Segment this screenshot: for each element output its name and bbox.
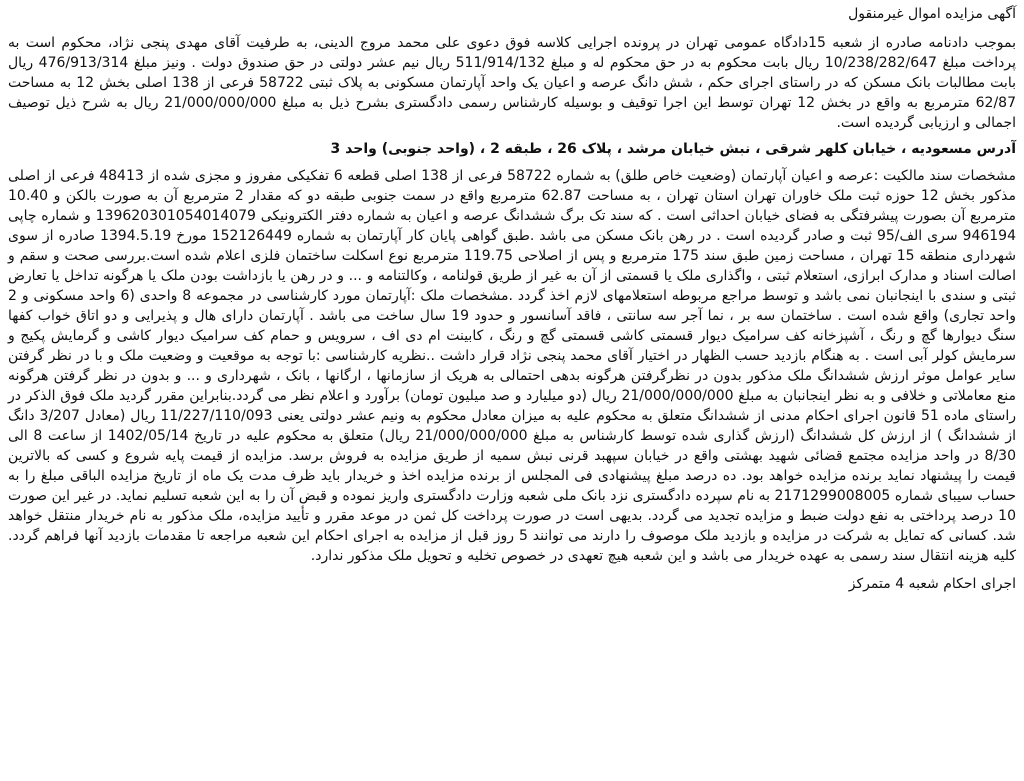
property-address: آدرس مسعودیه ، خیابان کلهر شرقی ، نبش خیابان مرشد ، پلاک 26 ، طبقه 2 ، (واحد جنوبی) واحد 3 — [330, 141, 1016, 157]
notice-title: آگهی مزایده اموال غیرمنقول — [848, 6, 1016, 22]
issuing-office: اجرای احکام شعبه 4 متمرکز — [848, 576, 1016, 592]
property-description-paragraph: مشخصات سند مالکیت :عرصه و اعیان آپارتمان (وضعیت خاص طلق) به شماره 58722 فرعی از 138 اصلی قطعه 6 تفکیکی مفروز و مجزی شده از 48413 فرعی از اصلی مذکور بخش 12 حوزه ثبت ملک خاوران تهران استان تهران ، به مساحت 62.87 مترمربع واقع در سمت جنوبی طبقه دو که مقدار 2 مترمربع آن به صورت بالکن و 10.40 مترمربع آن بصورت پیشرفتگی به فضای خیابان احداثی است . که سند تک برگ ششدانگ عرصه و اعیان به شماره دفتر الکترونیکی 139620301054014079 و شماره چاپی 946194 سری الف/95 ثبت و صادر گردیده است . در رهن بانک مسکن می باشد .طبق گواهی پایان کار آپارتمان به شماره 152126449 مورخ 1394.5.19 صادره از سوی شهرداری منطقه 15 تهران ، مساحت زمین طبق سند 175 مترمربع و پس از اصلاحی 119.75 مترمربع نوع اسکلت ساختمان فلزی اعلام شده است.بررسی صحت و سقم و اصالت اسناد و مدارک ابرازی، استعلام ثبتی ، واگذاری ملک یا قسمتی از آن به غیر از طریق قولنامه ، وکالتنامه و ... و در رهن یا بازداشت بودن ملک یا هرگونه تداخل یا تعارض ثبتی و سندی با اینجانبان نمی باشد و توسط مراجع مربوطه استعلامهای لازم اخذ گردد .مشخصات ملک :آپارتمان مورد کارشناسی در مجموعه 8 واحدی (6 واحد مسکونی و 2 واحد تجاری) واقع شده است . ساختمان سه بر ، نما آجر سه سانتی ، فاقد آسانسور و حدود 19 سال ساخت می باشد . آپارتمان دارای هال و پذیرایی و دو اتاق خواب کفها سنگ دیوارها گچ و رنگ ، آشپزخانه کف سرامیک دیوار قسمتی کاشی قسمتی گچ و رنگ ، کابینت ام دی اف ، سرویس و حمام کف سرامیک دیوار کاشی و گرمایش پکیج و سرمایش کولر آبی است . به هنگام بازدید حسب الظهار در اختیار آقای محمد پنجی نژاد قرار داشت ..نظریه کارشناسی :با توجه به موقعیت و وضعیت ملک و با در نظر گرفتن سایر عوامل موثر ارزش ششدانگ ملک مذکور بدون در نظرگرفتن هرگونه بدهی احتمالی به هریک از سازمانها ، ارگانها ، بانک ، شهرداری و ... و بدون در نظر گرفتن هرگونه منع معاملاتی و خلافی و به نظر اینجانبان به مبلغ 21/000/000/000 ریال (دو میلیارد و صد میلیون تومان) برآورد و اعلام نظر می گردد.بنابراین مقرر گردید ملک فوق الذکر در راستای ماده 51 قانون اجرای احکام مدنی از ششدانگ متعلق به محکوم علیه به میزان معادل محکوم به ونیم عشر دولتی یعنی 11/227/110/093 ریال (معادل 3/207 دانگ از ششدانگ ) از ارزش کل ششدانگ (ارزش گذاری شده توسط کارشناس به مبلغ 21/000/000/000 ریال) متعلق به محکوم علیه در تاریخ 1402/05/14 از ساعت 8 الی 8/30 در واحد مزایده مجتمع قضائی شهید بهشتی واقع در خیابان سپهبد قرنی نبش سمیه از طریق مزایده به فروش برسد. مزایده از قیمت پایه شروع و کسی که بالاترین قیمت را پیشنهاد نماید برنده مزایده خواهد بود. ده درصد مبلغ پیشنهادی فی المجلس از برنده مزایده اخذ و خریدار باید ظرف مدت یک ماه از تاریخ مزایده الباقی مبلغ را به حساب سیبای شماره 2171299008005 به نام سپرده دادگستری نزد بانک ملی شعبه وزارت دادگستری واریز نموده و قبض آن را به این شعبه تسلیم نماید. در غیر این صورت 10 درصد پرداختی به نفع دولت ضبط و مزایده تجدید می گردد. بدیهی است در صورت پرداخت کل ثمن در موعد مقرر و تأیید مزایده، ملک مذکور به نام خریدار منتقل خواهد شد. کسانی که تمایل به شرکت در مزایده و بازدید ملک موصوف را دارند می توانند 5 روز قبل از مزایده به اجرای احکام این شعبه مراجعه تا مقدمات بازدید آنها فراهم گردد. کلیه هزینه انتقال سند رسمی به عهده خریدار می باشد و این شعبه هیچ تعهدی در خصوص تخلیه و تحویل ملک مذکور ندارد. — [8, 168, 1016, 564]
intro-paragraph: بموجب دادنامه صادره از شعبه 15دادگاه عمومی تهران در پرونده اجرایی کلاسه فوق دعوی علی محمد مروج الدینی، به طرفیت آقای مهدی پنجی نژاد، محکوم است به پرداخت مبلغ 10/238/282/647 ریال بابت محکوم به در حق محکوم له و مبلغ 511/914/132 ریال نیم عشر دولتی در حق صندوق دولت . ونیز مبلغ 476/913/314 ریال بابت مطالبات بانک مسکن که در راستای اجرای حکم ، شش دانگ عرصه و اعیان یک واحد آپارتمان مسکونی به پلاک ثبتی 58722 فرعی از 138 اصلی بخش 12 به مساحت 62/87 مترمربع به واقع در بخش 12 تهران توسط این اجرا توقیف و بوسیله کارشناس رسمی دادگستری بشرح ذیل به مبلغ 21/000/000/000 ریال به شرح ذیل توصیف اجمالی و ارزیابی گردیده است. — [8, 35, 1017, 131]
